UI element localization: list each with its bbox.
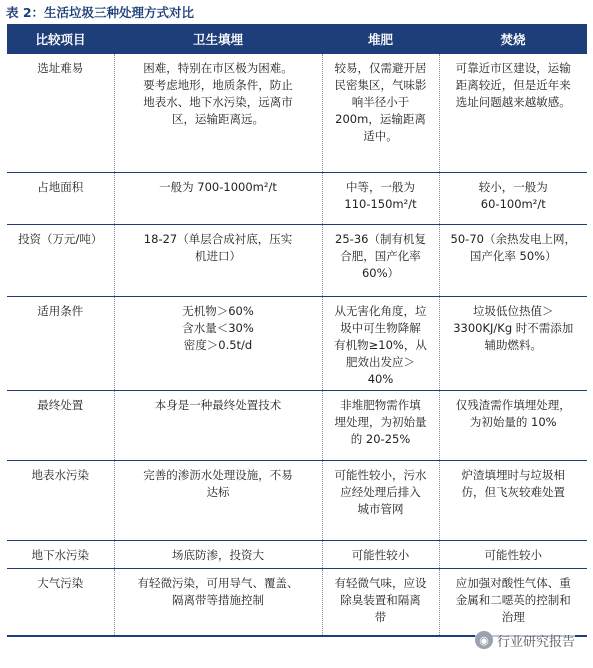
cell-compost	[322, 172, 439, 224]
cell-line: 带	[374, 609, 387, 624]
cell-line: 要考虑地形，地质条件，防止	[143, 78, 293, 92]
cell-line: 仿，但飞灰较难处置	[461, 484, 565, 499]
row-item-label	[7, 172, 114, 224]
cell-line: 密度＞0.5t/d	[183, 337, 253, 352]
item-text: 地表水污染	[31, 467, 89, 482]
cell-line: 完善的渗沥水处理设施，不易	[143, 467, 293, 482]
cell-compost	[322, 390, 439, 460]
cell-line: 适中。	[363, 129, 398, 143]
cell-line: 机进口）	[195, 248, 241, 263]
table-row	[7, 296, 587, 390]
cell-line: 有轻微污染，可用导气、覆盖、	[137, 575, 299, 590]
row-item-label	[7, 390, 114, 460]
cell-compost	[322, 540, 439, 568]
cell-line: 200m，运输距离	[335, 112, 426, 126]
cell-compost	[322, 224, 439, 296]
cell-landfill	[114, 54, 322, 172]
cell-line: 60%）	[361, 265, 400, 280]
row-item-label	[7, 568, 114, 636]
cell-line: 辅助燃料。	[484, 337, 542, 352]
cell-line: 合肥，国产化率	[340, 248, 421, 263]
cell-line: 从无害化角度，垃	[334, 303, 427, 318]
cell-line: 选址问题越来越敏感。	[455, 95, 571, 109]
cell-line: 较易，仅需避开居	[334, 61, 427, 75]
row-item-label	[7, 224, 114, 296]
table-row	[7, 460, 587, 540]
table-row	[7, 390, 587, 460]
item-text: 适用条件	[37, 303, 84, 318]
cell-incineration	[439, 224, 587, 296]
header-incineration: 焚烧	[439, 24, 587, 54]
header-item: 比较项目	[7, 24, 114, 54]
cell-line: 仅残渣需作填埋处理，	[455, 397, 571, 412]
cell-landfill	[114, 296, 322, 390]
table-title: 表 2：生活垃圾三种处理方式对比	[6, 5, 195, 20]
cell-compost	[322, 296, 439, 390]
table-row	[7, 540, 587, 568]
cell-line: 治理	[501, 609, 525, 624]
header-compost: 堆肥	[322, 24, 439, 54]
cell-landfill	[114, 540, 322, 568]
cell-line: 响半径小于	[351, 95, 410, 109]
cell-line: 民密集区，气味影	[334, 78, 427, 92]
cell-landfill	[114, 390, 322, 460]
cell-line: 达标	[206, 484, 230, 499]
cell-line: 为初始量的 10%	[469, 414, 557, 429]
item-text: 大气污染	[37, 575, 84, 590]
cell-incineration	[439, 172, 587, 224]
table-row	[7, 172, 587, 224]
cell-landfill	[114, 568, 322, 636]
comparison-table	[7, 24, 587, 637]
cell-landfill	[114, 460, 322, 540]
cell-line: 一般为 700-1000m²/t	[159, 179, 277, 194]
cell-line: 垃圾低位热值＞	[473, 303, 554, 318]
row-item-label	[7, 54, 114, 172]
cell-line: 可能性较小	[484, 547, 542, 562]
cell-line: 较小，一般为	[478, 179, 548, 194]
table-row	[7, 224, 587, 296]
cell-compost	[322, 568, 439, 636]
cell-incineration	[439, 390, 587, 460]
cell-line: 埋处理，为初始量	[334, 414, 427, 429]
cell-incineration	[439, 568, 587, 636]
cell-line: 距离较近，但是近年来	[455, 78, 571, 92]
cell-line: 困难，特别在市区极为困难。	[143, 61, 293, 75]
cell-line: 国产化率 50%）	[469, 248, 557, 263]
cell-line: 地表水、地下水污染，远离市	[143, 95, 293, 109]
item-text: 占地面积	[37, 179, 84, 194]
cell-line: 的 20-25%	[350, 431, 411, 446]
cell-incineration	[439, 460, 587, 540]
table-header-row	[7, 24, 587, 54]
cell-line: 3300KJ/Kg 时不需添加	[453, 320, 574, 335]
cell-line: 城市管网	[357, 501, 404, 516]
item-text: 投资（万元/吨）	[18, 231, 103, 246]
cell-line: 隔离带等措施控制	[172, 592, 264, 607]
cell-line: 应经处理后排入	[340, 484, 421, 499]
table-row	[7, 54, 587, 172]
item-text: 地下水污染	[31, 547, 89, 562]
row-item-label	[7, 296, 114, 390]
cell-line: 有轻微气味，应设	[334, 575, 427, 590]
cell-line: 区，运输距离远。	[172, 112, 264, 126]
row-item-label	[7, 460, 114, 540]
cell-line: 应加强对酸性气体、重	[455, 575, 571, 590]
cell-line: 可能性较小，污水	[334, 467, 427, 482]
table-row	[7, 568, 587, 636]
cell-line: 无机物＞60%	[182, 303, 254, 318]
row-item-label	[7, 540, 114, 568]
watermark	[475, 628, 575, 652]
cell-line: 有机物≥10%，从	[334, 337, 427, 352]
cell-line: 金属和二噁英的控制和	[455, 592, 571, 607]
cell-landfill	[114, 224, 322, 296]
cell-line: 18-27（单层合成衬底，压实	[143, 231, 293, 246]
cell-compost	[322, 54, 439, 172]
cell-line: 40%	[367, 371, 394, 386]
wechat-icon: ◉	[475, 631, 493, 649]
cell-landfill	[114, 172, 322, 224]
watermark-text: 行业研究报告	[497, 634, 576, 650]
cell-line: 中等，一般为	[346, 179, 415, 194]
cell-line: 炉渣填埋时与垃圾相	[461, 467, 565, 482]
cell-incineration	[439, 540, 587, 568]
cell-line: 可靠近市区建设，运输	[455, 61, 571, 75]
cell-line: 含水量＜30%	[182, 320, 254, 335]
cell-line: 本身是一种最终处置技术	[154, 397, 282, 412]
item-text: 最终处置	[37, 397, 84, 412]
cell-line: 110-150m²/t	[344, 196, 417, 211]
cell-line: 场底防渗，投资大	[172, 547, 264, 562]
cell-incineration	[439, 296, 587, 390]
item-text: 选址难易	[37, 61, 84, 75]
cell-line: 肥效出发应＞	[346, 354, 415, 369]
cell-line: 可能性较小	[351, 547, 410, 562]
cell-compost	[322, 460, 439, 540]
cell-incineration	[439, 54, 587, 172]
cell-line: 圾中可生物降解	[340, 320, 421, 335]
cell-line: 50-70（余热发电上网，	[450, 231, 576, 246]
cell-line: 非堆肥物需作填	[340, 397, 421, 412]
cell-line: 60-100m²/t	[480, 196, 546, 211]
header-landfill: 卫生填埋	[114, 24, 322, 54]
cell-line: 除臭装置和隔离	[340, 592, 421, 607]
cell-line: 25-36（制有机复	[335, 231, 426, 246]
